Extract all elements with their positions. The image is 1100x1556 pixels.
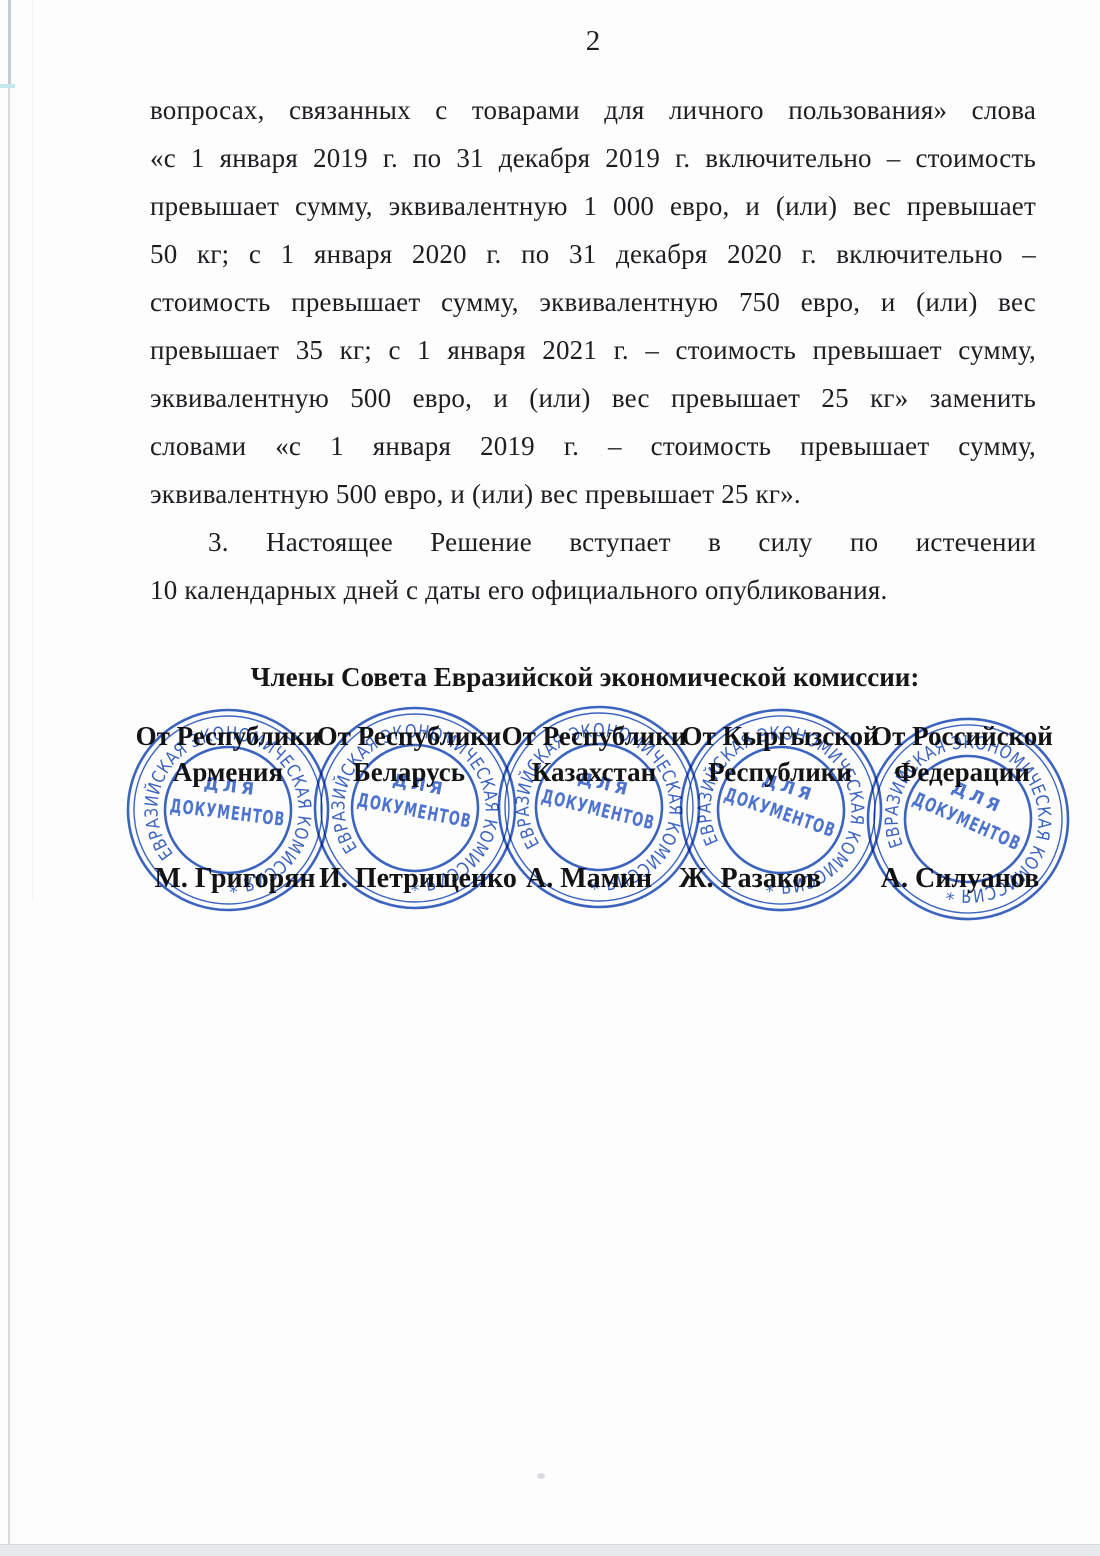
signatory-name: М. Григорян	[154, 863, 316, 894]
signatory-name: Ж. Разаков	[678, 863, 822, 894]
scan-edge-line-faint	[32, 0, 33, 900]
signatory-name: А. Мамин	[526, 863, 652, 894]
signatory-country	[128, 718, 328, 790]
scan-bottom-band	[0, 1544, 1100, 1556]
country-line2: Армения	[172, 757, 284, 787]
body-text	[150, 86, 1036, 614]
body-line: словами «с 1 января 2019 г. – стоимость превышает сумму,	[150, 431, 1036, 461]
body-line: 10 календарных дней с даты его официального опубликования.	[150, 575, 888, 605]
scan-edge-line	[8, 0, 10, 1555]
body-line: эквивалентную 500 евро, и (или) вес превышает 25 кг» заменить	[150, 383, 1036, 413]
body-line: превышает 35 кг; с 1 января 2021 г. – стоимость превышает сумму,	[150, 335, 1036, 365]
body-line: стоимость превышает сумму, эквивалентную 750 евро, и (или) вес	[150, 287, 1036, 317]
country-line2: Федерации	[894, 757, 1030, 787]
country-line1: От Республики	[501, 721, 687, 751]
signatory-country	[862, 718, 1062, 790]
signatory-name: И. Петрищенко	[319, 863, 517, 894]
scan-cyan-mark	[0, 84, 15, 88]
body-line: 50 кг; с 1 января 2020 г. по 31 декабря 2020 г. включительно –	[150, 239, 1036, 269]
body-line: превышает сумму, эквивалентную 1 000 евро, и (или) вес превышает	[150, 191, 1036, 221]
body-line: эквивалентную 500 евро, и (или) вес превышает 25 кг».	[150, 479, 801, 509]
body-line: «с 1 января 2019 г. по 31 декабря 2019 г. включительно – стоимость	[150, 143, 1036, 173]
country-line1: От Кыргызской	[681, 721, 879, 751]
signatory-name: А. Силуанов	[880, 863, 1040, 894]
signatory-country	[680, 718, 880, 790]
signatory-country	[494, 718, 694, 790]
signatory-country	[309, 718, 509, 790]
body-line: вопросах, связанных с товарами для личного пользования» слова	[150, 95, 1036, 125]
country-line1: От Республики	[316, 721, 502, 751]
signatories-heading: Члены Совета Евразийской экономической комиссии:	[250, 662, 920, 692]
country-line2: Беларусь	[352, 757, 466, 787]
country-line2: Республики	[708, 757, 852, 787]
scan-edge-line-top	[8, 0, 11, 86]
scan-speck	[537, 1473, 545, 1479]
country-line1: От Республики	[135, 721, 321, 751]
country-line2: Казахстан	[531, 757, 657, 787]
body-line: 3. Настоящее Решение вступает в силу по истечении	[208, 527, 1036, 557]
page-number: 2	[585, 25, 601, 57]
country-line1: От Российской	[871, 721, 1053, 751]
